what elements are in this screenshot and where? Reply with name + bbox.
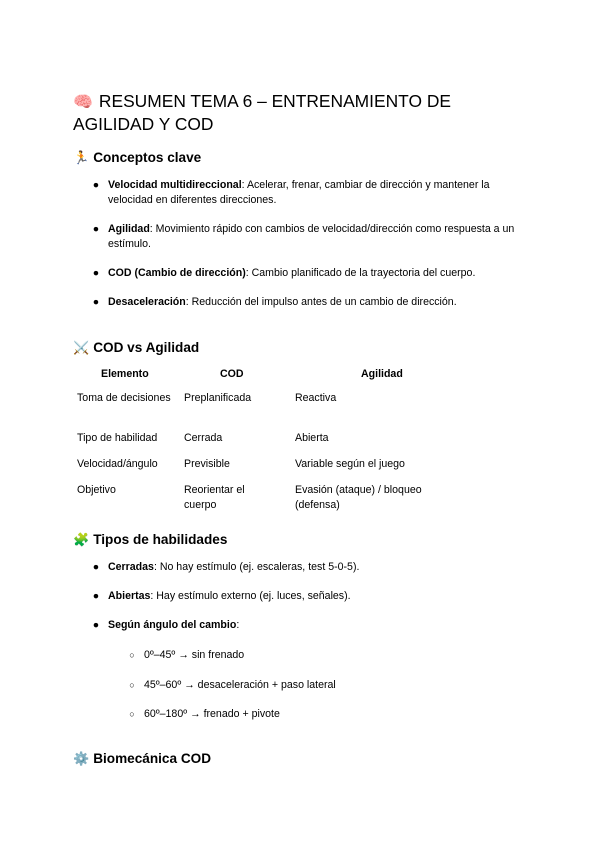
section-heading-comparacion	[73, 339, 199, 358]
table-cell: Preplanificada	[184, 392, 252, 404]
bullet-icon: ●	[92, 223, 100, 235]
circle-bullet-icon: ○	[129, 709, 135, 719]
table-cell: Toma de decisiones	[77, 392, 171, 404]
section-heading-conceptos	[73, 149, 201, 168]
sub-list-text: 60º–180º → frenado + pivote	[144, 708, 280, 720]
page-title	[73, 90, 533, 136]
puzzle-icon: 🧩	[73, 533, 90, 548]
bullet-icon: ●	[92, 179, 100, 191]
table-cell: Previsible	[184, 458, 230, 470]
sub-list-text: 45º–60º → desaceleración + paso lateral	[144, 679, 336, 691]
definition: : Hay estímulo externo (ej. luces, señales).	[150, 590, 351, 602]
table-cell: Velocidad/ángulo	[77, 458, 158, 470]
definition: : Cambio planificado de la trayectoria del cuerpo.	[245, 267, 476, 279]
section-heading-biomecanica	[73, 750, 211, 769]
section-heading-text: Conceptos clave	[93, 150, 202, 165]
section-heading-tipos	[73, 531, 227, 550]
table-cell: Reorientar el cuerpo	[184, 484, 245, 511]
table-header-agilidad: Agilidad	[361, 368, 403, 380]
section-heading-text: Tipos de habilidades	[93, 532, 228, 547]
term: Desaceleración	[108, 296, 186, 308]
table-header-cod: COD	[220, 368, 244, 380]
gear-icon: ⚙️	[73, 752, 90, 767]
definition: : Acelerar, frenar, cambiar de dirección y mantener la velocidad en diferentes direcciones.	[108, 179, 490, 206]
table-cell: Evasión (ataque) / bloqueo (defensa)	[295, 484, 422, 511]
bullet-icon: ●	[92, 561, 100, 573]
bullet-icon: ●	[92, 296, 100, 308]
section-heading-text: Biomecánica COD	[93, 751, 212, 766]
table-cell: Cerrada	[184, 432, 223, 444]
definition: : Movimiento rápido con cambios de velocidad/dirección como respuesta a un estímulo.	[108, 223, 515, 250]
term: COD (Cambio de dirección)	[108, 267, 246, 279]
term: Abiertas	[108, 590, 151, 602]
definition: : No hay estímulo (ej. escaleras, test 5-0-5).	[153, 561, 360, 573]
bullet-icon: ●	[92, 619, 100, 631]
table-header-elemento: Elemento	[101, 368, 149, 380]
runner-icon: 🏃	[73, 151, 90, 166]
section-heading-text: COD vs Agilidad	[93, 340, 200, 355]
table-cell: Reactiva	[295, 392, 337, 404]
table-cell: Variable según el juego	[295, 458, 405, 470]
table-cell: Objetivo	[77, 484, 116, 496]
crossed-swords-icon: ⚔️	[73, 341, 90, 356]
definition: :	[236, 619, 240, 631]
term: Agilidad	[108, 223, 150, 235]
sub-list-text: 0º–45º → sin frenado	[144, 649, 245, 661]
term: Cerradas	[108, 561, 154, 573]
circle-bullet-icon: ○	[129, 650, 135, 660]
brain-icon: 🧠	[73, 92, 93, 111]
page-title-text: RESUMEN TEMA 6 – ENTRENAMIENTO DE AGILIDAD Y COD	[73, 91, 451, 134]
term: Según ángulo del cambio	[108, 619, 237, 631]
table-cell: Tipo de habilidad	[77, 432, 158, 444]
table-cell: Abierta	[295, 432, 329, 444]
term: Velocidad multidireccional	[108, 179, 242, 191]
bullet-icon: ●	[92, 267, 100, 279]
definition: : Reducción del impulso antes de un cambio de dirección.	[185, 296, 457, 308]
circle-bullet-icon: ○	[129, 680, 135, 690]
bullet-icon: ●	[92, 590, 100, 602]
